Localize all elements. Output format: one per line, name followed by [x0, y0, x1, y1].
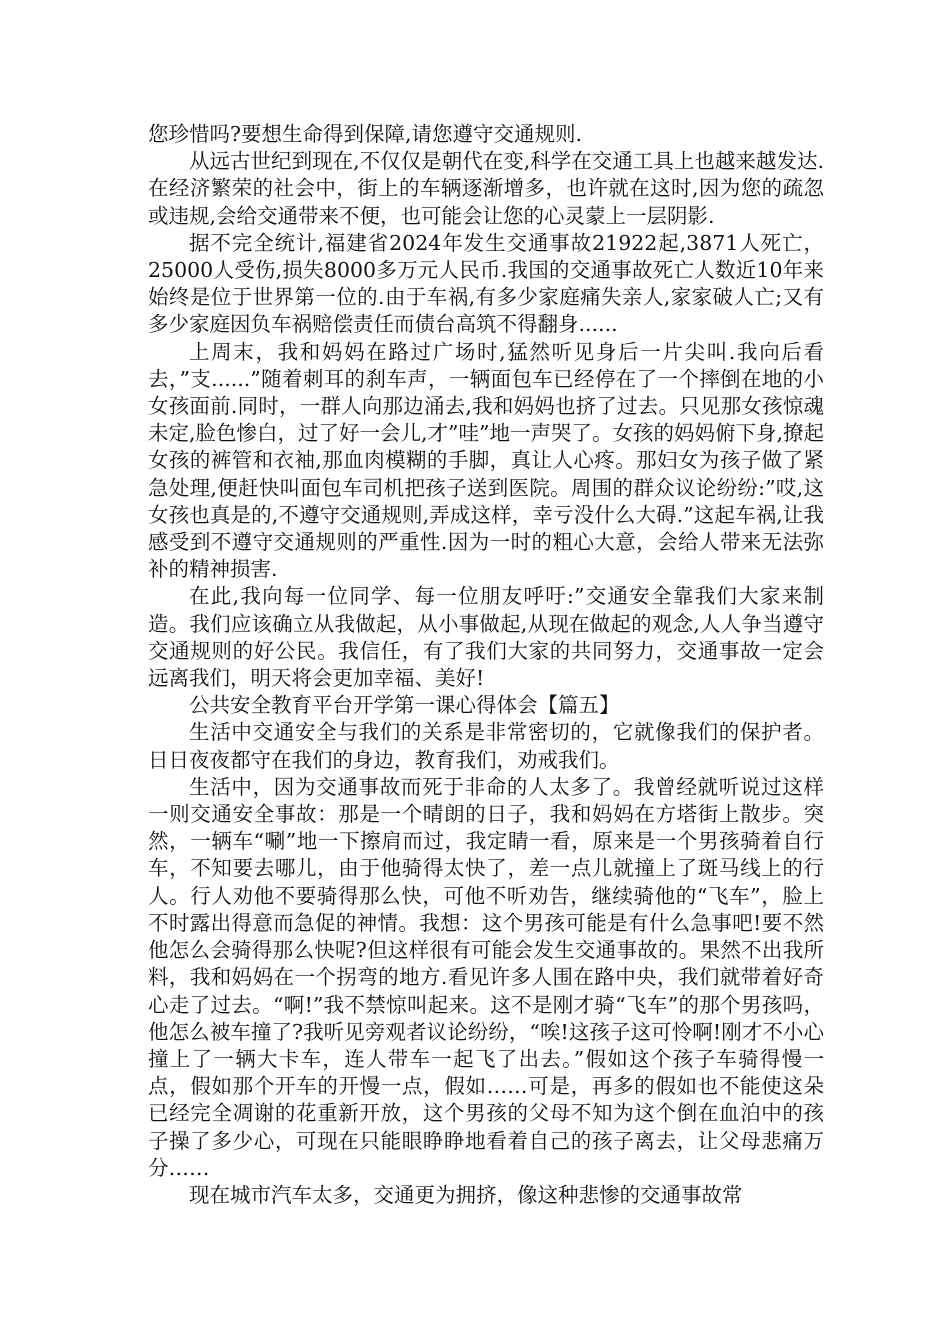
paragraph-4: 上周末，我和妈妈在路过广场时,猛然听见身后一片尖叫.我向后看去，”支......”随着刺耳的刹车声，一辆面包车已经停在了一个摔倒在地的小女孩面前.同时，一群人向那边涌去,我和妈妈也挤了过去。只见那女孩惊魂未定,脸色惨白，过了好一会儿,才”哇”地一声哭了。女孩的妈妈俯下身,撩起女孩的裤管和衣袖,那血肉模糊的手脚，真让人心疼。那妇女为孩子做了紧急处理,便赶快叫面包车司机把孩子送到医院。周围的群众议论纷纷:”哎,这女孩也真是的,不遵守交通规则,弄成这样，幸亏没什么大碍.”这起车祸,让我感受到不遵守交通规则的严重性.因为一时的粗心大意，会给人带来无法弥补的精神损害.	[148, 339, 825, 582]
paragraph-6: 生活中交通安全与我们的关系是非常密切的，它就像我们的保护者。日日夜夜都守在我们的身边，教育我们，劝戒我们。	[148, 720, 824, 772]
document-page	[148, 121, 824, 1209]
paragraph-5: 在此,我向每一位同学、每一位朋友呼吁:”交通安全靠我们大家来制造。我们应该确立从我做起，从小事做起,从现在做起的观念,人人争当遵守交通规则的好公民。我信任，有了我们大家的共同努力，交通事故一定会远离我们，明天将会更加幸福、美好!	[148, 584, 824, 691]
paragraph-3: 据不完全统计,福建省2024年发生交通事故21922起,3871人死亡，25000人受伤,损失8000多万元人民币.我国的交通事故死亡人数近10年来始终是位于世界第一位的.由于车祸,有多少家庭痛失亲人,家家破人亡;又有多少家庭因负车祸赔偿责任而债台高筑不得翻身......	[148, 230, 824, 337]
section-heading: 公共安全教育平台开学第一课心得体会【篇五】	[189, 693, 620, 718]
paragraph-1: 您珍惜吗?要想生命得到保障,请您遵守交通规则.	[148, 122, 583, 146]
paragraph-2: 从远古世纪到现在,不仅仅是朝代在变,科学在交通工具上也越来越发达.在经济繁荣的社会中，街上的车辆逐渐增多，也许就在这时,因为您的疏忽或违规,会给交通带来不便，也可能会让您的心灵蒙上一层阴影.	[148, 149, 824, 228]
paragraph-8: 现在城市汽车太多，交通更为拥挤，像这种悲惨的交通事故常	[189, 1182, 743, 1207]
paragraph-7: 生活中，因为交通事故而死于非命的人太多了。我曾经就听说过这样一则交通安全事故：那是一个晴朗的日子，我和妈妈在方塔街上散步。突然，一辆车“唰”地一下擦肩而过，我定睛一看，原来是一个男孩骑着自行车，不知要去哪儿，由于他骑得太快了，差一点儿就撞上了斑马线上的行人。行人劝他不要骑得那么快，可他不听劝告，继续骑他的“飞车”，脸上不时露出得意而急促的神情。我想：这个男孩可能是有什么急事吧!要不然他怎么会骑得那么快呢?但这样很有可能会发生交通事故的。果然不出我所料，我和妈妈在一个拐弯的地方.看见许多人围在路中央，我们就带着好奇心走了过去。“啊!”我不禁惊叫起来。这不是刚才骑“飞车”的那个男孩吗，他怎么被车撞了?我听见旁观者议论纷纷，“唉!这孩子这可怜啊!刚才不小心撞上了一辆大卡车，连人带车一起飞了出去。”假如这个孩子车骑得慢一点，假如那个开车的开慢一点，假如……可是，再多的假如也不能使这朵已经完全凋谢的花重新开放，这个男孩的父母不知为这个倒在血泊中的孩子操了多少心，可现在只能眼睁睁地看着自己的孩子离去，让父母悲痛万分……	[148, 774, 824, 1180]
